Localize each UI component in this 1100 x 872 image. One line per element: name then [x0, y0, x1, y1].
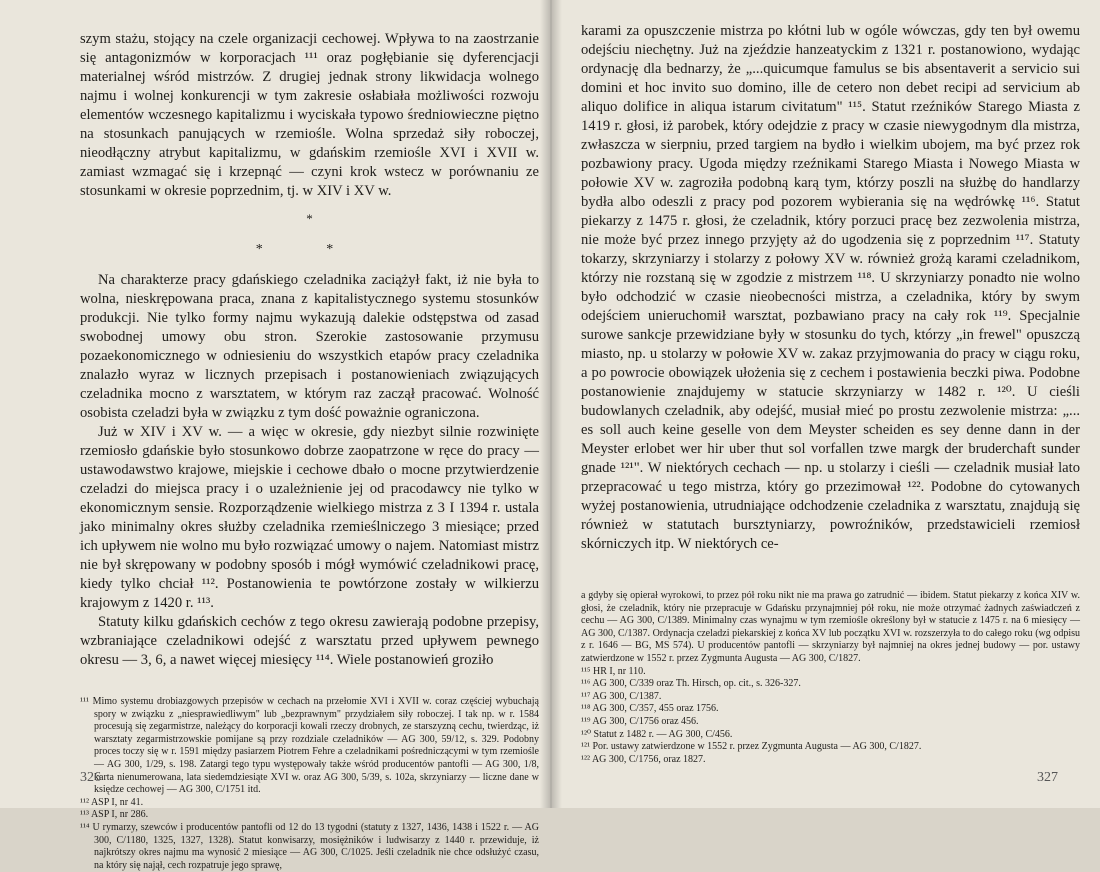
- footnote-111: ¹¹¹ Mimo systemu drobiazgowych przepisów w cechach na przełomie XVI i XVII w. coraz częściej wybuchają spory w związku z „niesprawiedliwym" lub „bezprawnym" przydziałem siły roboczej. I tak np. w r. 1584 procesują się zegarmistrze, należący do korporacji kowali rzeczy drobnych, ze starszyzną cechu, twierdząc, iż warsztaty zegarmistrzowskie pomijane są przy rozdziale czeladników — AG 300, 59/12, s. 329. Podobny proces toczy się w r. 1591 między pasiarzem Piotrem Fehre a czeladnikami pośredniczącymi w tym rzemiośle — AG 300, 1/29, s. 198. Zatargi tego typu występowały także wśród producentów pantofli — AG 300, 1/8, karta nienumerowana, lata siedemdziesiąte XVI w. oraz AG 300, 5/39, s. 102a, skrzyniarzy — liczne dane w księdze cechowej — AG 300, C/1751 itd.: [80, 696, 539, 796]
- left-paragraph-1: szym stażu, stojący na czele organizacji cechowej. Wpływa to na zaostrzanie się antagonizmów w korporacjach ¹¹¹ oraz pogłębianie się dyferencjacji materialnej wśród mistrzów. Z drugiej jednak strony likwidacja wolnego najmu i wolnej konkurencji w tym zakresie osłabiała możliwości rozwoju elementów wczesnego kapitalizmu i wyciskała typowo średniowieczne piętno na stosunkach panujących w rzemiośle. Wolna sprzedaż siły roboczej, nieodłączny atrybut kapitalizmu, w gdańskim rzemiośle XVI i XVII w. zamiast wzmagać się i krzepnąć — czyni krok wstecz w porównaniu ze stosunkami w okresie poprzednim, tj. w XIV i XV w.: [80, 31, 539, 199]
- right-body-text: [581, 22, 1080, 554]
- left-paragraph-3: Już w XIV i XV w. — a więc w okresie, gdy niezbyt silnie rozwinięte rzemiosło gdańskie było stosunkowo dobrze zaopatrzone w ręce do pracy — ustawodawstwo krajowe, miejskie i cechowe dbało o mocne przytwierdzenie czeladzi do miejsca pracy i o uzależnienie jej od pracodawcy nie tylko w ekonomicznym sensie. Rozporządzenie wielkiego mistrza z 3 I 1394 r. ustala jako minimalny okres służby czeladnika rzemieślniczego 3 miesiące; przed ich upływem nie wolno mu było rozwiązać umowy o najem. Natomiast mistrz nie był skrępowany w podobny sposób i mógł wymówić czeladnikowi pracę, kiedy tylko chciał ¹¹². Postanowienia te powtórzone zostały w wilkierzu krajowym z 1420 r. ¹¹³.: [80, 424, 539, 611]
- footnote-121: ¹²¹ Por. ustawy zatwierdzone w 1552 r. przez Zygmunta Augusta — AG 300, C/1827.: [581, 741, 922, 753]
- left-paragraph-2: Na charakterze pracy gdańskiego czeladnika zaciążył fakt, iż nie była to wolna, nieskrępowana praca, znana z kapitalistycznego systemu stosunków produkcji. Nie tylko formy najmu wykazują dalekie odstępstwa od zasad swobodnej umowy obu stron. Szerokie zastosowanie przymusu pozaekonomicznego w odniesieniu do wszystkich etapów pracy czeladnika znalazło wyraz w licznych przepisach i postanowieniach związujących czeladnika mocno z warsztatem, w którym raz zaczął pracować. Wolność osobista czeladzi była w związku z tym dość poważnie ograniczona.: [80, 272, 539, 421]
- section-separator: * *: [255, 242, 364, 257]
- section-separator-top: *: [306, 211, 313, 226]
- footnote-116: ¹¹⁶ AG 300, C/339 oraz Th. Hirsch, op. cit., s. 326-327.: [581, 678, 801, 690]
- footnote-120: ¹²⁰ Statut z 1482 r. — AG 300, C/456.: [581, 728, 733, 740]
- left-footnotes: [80, 696, 539, 872]
- right-page-number: 327: [1037, 770, 1058, 785]
- footnote-118: ¹¹⁸ AG 300, C/357, 455 oraz 1756.: [581, 703, 719, 715]
- right-footnotes: [581, 590, 1080, 766]
- footnote-122: ¹²² AG 300, C/1756, oraz 1827.: [581, 753, 706, 765]
- footnote-113: ¹¹³ ASP I, nr 286.: [80, 809, 149, 821]
- left-paragraph-4: Statuty kilku gdańskich cechów z tego okresu zawierają podobne przepisy, wzbraniające czeladnikowi odejść z warsztatu przed upływem pewnego okresu — 3, 6, a nawet więcej miesięcy ¹¹⁴. Wiele postanowień groziło: [80, 614, 539, 668]
- left-page-number: 326: [80, 770, 101, 785]
- footnote-114-continued: a gdyby się opierał wyrokowi, to przez pół roku nikt nie ma prawa go zatrudnić — ibidem. Statut piekarzy z końca XIV w. głosi, że czeladnik, który nie przepracuje w Gdańsku przynajmniej pół roku, nie może otrzymać żadnych zaświadczeń z cechu — AG 300, C/1389. Minimalny czas wynajmu w tym rzemiośle określony był w statucie z 1475 r. na 6 miesięcy — AG 300, C/1387. Ordynacja czeladzi piekarskiej z końca XV lub początku XVI w. rozszerzyła to do całego roku (wg odpisu z r. 1646 — BG, MS 574). U producentów pantofli — skrzyniarzy był najmniej na okres jednej budowy — por. ustawy zatwierdzone w 1552 r. przez Zygmunta Augusta — AG 300, C/1827.: [581, 590, 1080, 664]
- right-page: [551, 0, 1100, 808]
- footnote-117: ¹¹⁷ AG 300, C/1387.: [581, 690, 662, 702]
- right-paragraph-1: karami za opuszczenie mistrza po kłótni lub w ogóle wówczas, gdy ten był owemu odejściu niechętny. Już na zjeździe hanzeatyckim z 1321 r. postanowiono, wydając ordynację dla bednarzy, że „...quicumque famulus se bis absentaverit a servicio sui domini et hoc invito suo domino, ille de cetero non debet recipi ad servicium ab aliquo dolifice in aliqua istarum civitatum" ¹¹⁵. Statut rzeźników Starego Miasta z 1419 r. głosi, iż parobek, który odejdzie z pracy w czasie niewygodnym dla mistrza, zwłaszcza w sierpniu, przed targiem na bydło i wielkim ubojem, ma być przez rok pozbawiony pracy. Ugoda między rzeźnikami Starego Miasta i Nowego Miasta w połowie XV w. zagroziła podobną karą tym, którzy poszli na służbę do handlarzy bydła albo odeszli z pracy pod pozorem wybierania się na wędrówkę ¹¹⁶. Statut piekarzy z 1475 r. głosi, że czeladnik, który porzuci pracę bez zezwolenia mistrza, nie może być przez innego przyjęty aż do ugodzenia się z poprzednim ¹¹⁷. Statuty tokarzy, skrzyniarzy i stolarzy z połowy XV w. również grożą karami czeladnikom, którzy nie rozstaną się w zgodzie z mistrzem ¹¹⁸. U skrzyniarzy ponadto nie wolno było odchodzić w czasie nieobecności mistrza, a czeladnika, który by swym odejściem unieruchomił warsztat, pozbawiano pracy na cały rok ¹¹⁹. Specjalnie surowe sankcje przewidziane były w stosunku do tych, którzy „in frewel" opuszczą miasto, np. u stolarzy w połowie XV w. zakaz przyjmowania do pracy w ciągu roku, a po powrocie obowiązek ułożenia się z cechem i postawienia beczki piwa. Podobne postanowienie znajdujemy w statucie skrzyniarzy w 1482 r. ¹²⁰. U cieśli budowlanych czeladnik, aby odejść, musiał mieć po prostu zezwolenie mistrza: „... es soll auch keine geselle von dem Meyster scheiden es sey denne dann in der Meyster erlobet wer hir uber thut sol vorfallen tzwe margk der bruderchaft sunder gnade ¹²¹". W niektórych cechach — np. u stolarzy i cieśli — czeladnik musiał lato przepracować u tego mistrza, który go przezimował ¹²². Podobne do cytowanych wyżej postanowienia, utrudniające odchodzenie czeladnika z warsztatu, znajdują się również w statutach bursztyniarzy, powroźników, przedstawicieli rzemiosł skórniczych itp. W niektórych ce-: [581, 23, 1080, 552]
- footnote-119: ¹¹⁹ AG 300, C/1756 oraz 456.: [581, 715, 699, 727]
- left-body-text: [80, 30, 539, 670]
- footnote-112: ¹¹² ASP I, nr 41.: [80, 796, 144, 808]
- footnote-114: ¹¹⁴ U rymarzy, szewców i producentów pantofli od 12 do 13 tygodni (statuty z 1327, 1436, 1438 i 1522 r. — AG 300, C/1180, 1325, 1327, 1328). Statut konwisarzy, mosiężników i ludwisarzy z 1440 r. przewiduje, iż najkrótszy okres najmu ma wynosić 2 miesiące — AG 300, C/1025. Jeśli czeladnik nie chce odsłużyć czasu, na który się najął, cech rozpatruje jego sprawę,: [80, 821, 539, 871]
- footnote-115: ¹¹⁵ HR I, nr 110.: [581, 665, 646, 677]
